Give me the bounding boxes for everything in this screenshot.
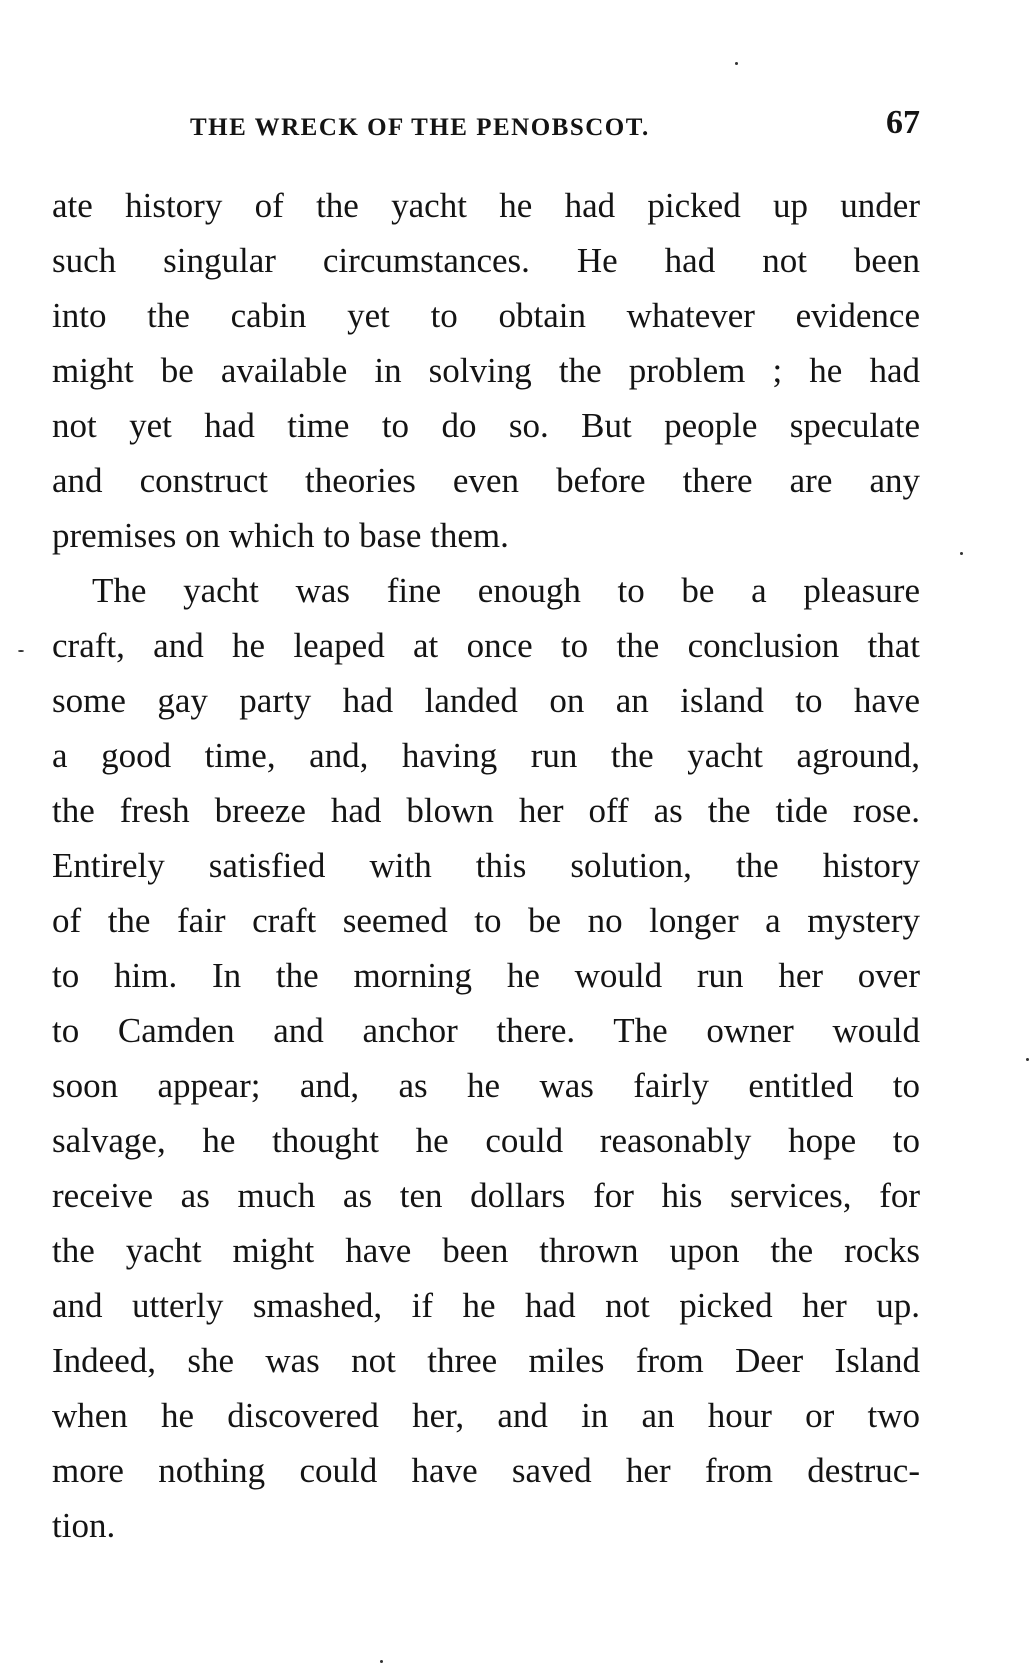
text-line: craft, and he leaped at once to the conclusion that xyxy=(52,626,920,665)
text-line: receive as much as ten dollars for his services, for xyxy=(52,1176,920,1215)
text-line: the yacht might have been thrown upon the rocks xyxy=(52,1231,920,1270)
text-line: more nothing could have saved her from destruc- xyxy=(52,1451,920,1490)
running-title: THE WRECK OF THE PENOBSCOT. xyxy=(190,114,650,141)
text-line: to Camden and anchor there. The owner would xyxy=(52,1011,920,1050)
text-line: such singular circumstances. He had not been xyxy=(52,241,920,280)
text-line: Indeed, she was not three miles from Deer Island xyxy=(52,1341,920,1380)
text-line: The yacht was fine enough to be a pleasure xyxy=(92,571,920,610)
text-line: a good time, and, having run the yacht aground, xyxy=(52,736,920,775)
text-line: premises on which to base them. xyxy=(52,516,509,555)
text-line: the fresh breeze had blown her off as the tide rose. xyxy=(52,791,920,830)
text-line: might be available in solving the problem ; he had xyxy=(52,351,920,390)
text-line: ate history of the yacht he had picked up under xyxy=(52,186,920,225)
print-speck xyxy=(735,62,738,65)
text-line: soon appear; and, as he was fairly entitled to xyxy=(52,1066,920,1105)
text-line: tion. xyxy=(52,1506,116,1545)
text-line: of the fair craft seemed to be no longer a mystery xyxy=(52,901,920,940)
page-number: 67 xyxy=(886,104,920,141)
text-line: into the cabin yet to obtain whatever evidence xyxy=(52,296,920,335)
text-line: and utterly smashed, if he had not picked her up. xyxy=(52,1286,920,1325)
text-line: not yet had time to do so. But people speculate xyxy=(52,406,920,445)
print-speck xyxy=(18,650,24,652)
text-line: salvage, he thought he could reasonably hope to xyxy=(52,1121,920,1160)
running-header xyxy=(190,104,920,144)
print-speck xyxy=(960,552,963,555)
paragraph-2 xyxy=(52,563,920,1553)
print-speck xyxy=(380,1660,383,1663)
body-text xyxy=(52,178,920,1553)
text-line: Entirely satisfied with this solution, the history xyxy=(52,846,920,885)
text-line: some gay party had landed on an island to have xyxy=(52,681,920,720)
text-line: when he discovered her, and in an hour or two xyxy=(52,1396,920,1435)
text-line: to him. In the morning he would run her over xyxy=(52,956,920,995)
paragraph-1 xyxy=(52,178,920,563)
print-speck xyxy=(1026,1058,1029,1061)
text-line: and construct theories even before there are any xyxy=(52,461,920,500)
